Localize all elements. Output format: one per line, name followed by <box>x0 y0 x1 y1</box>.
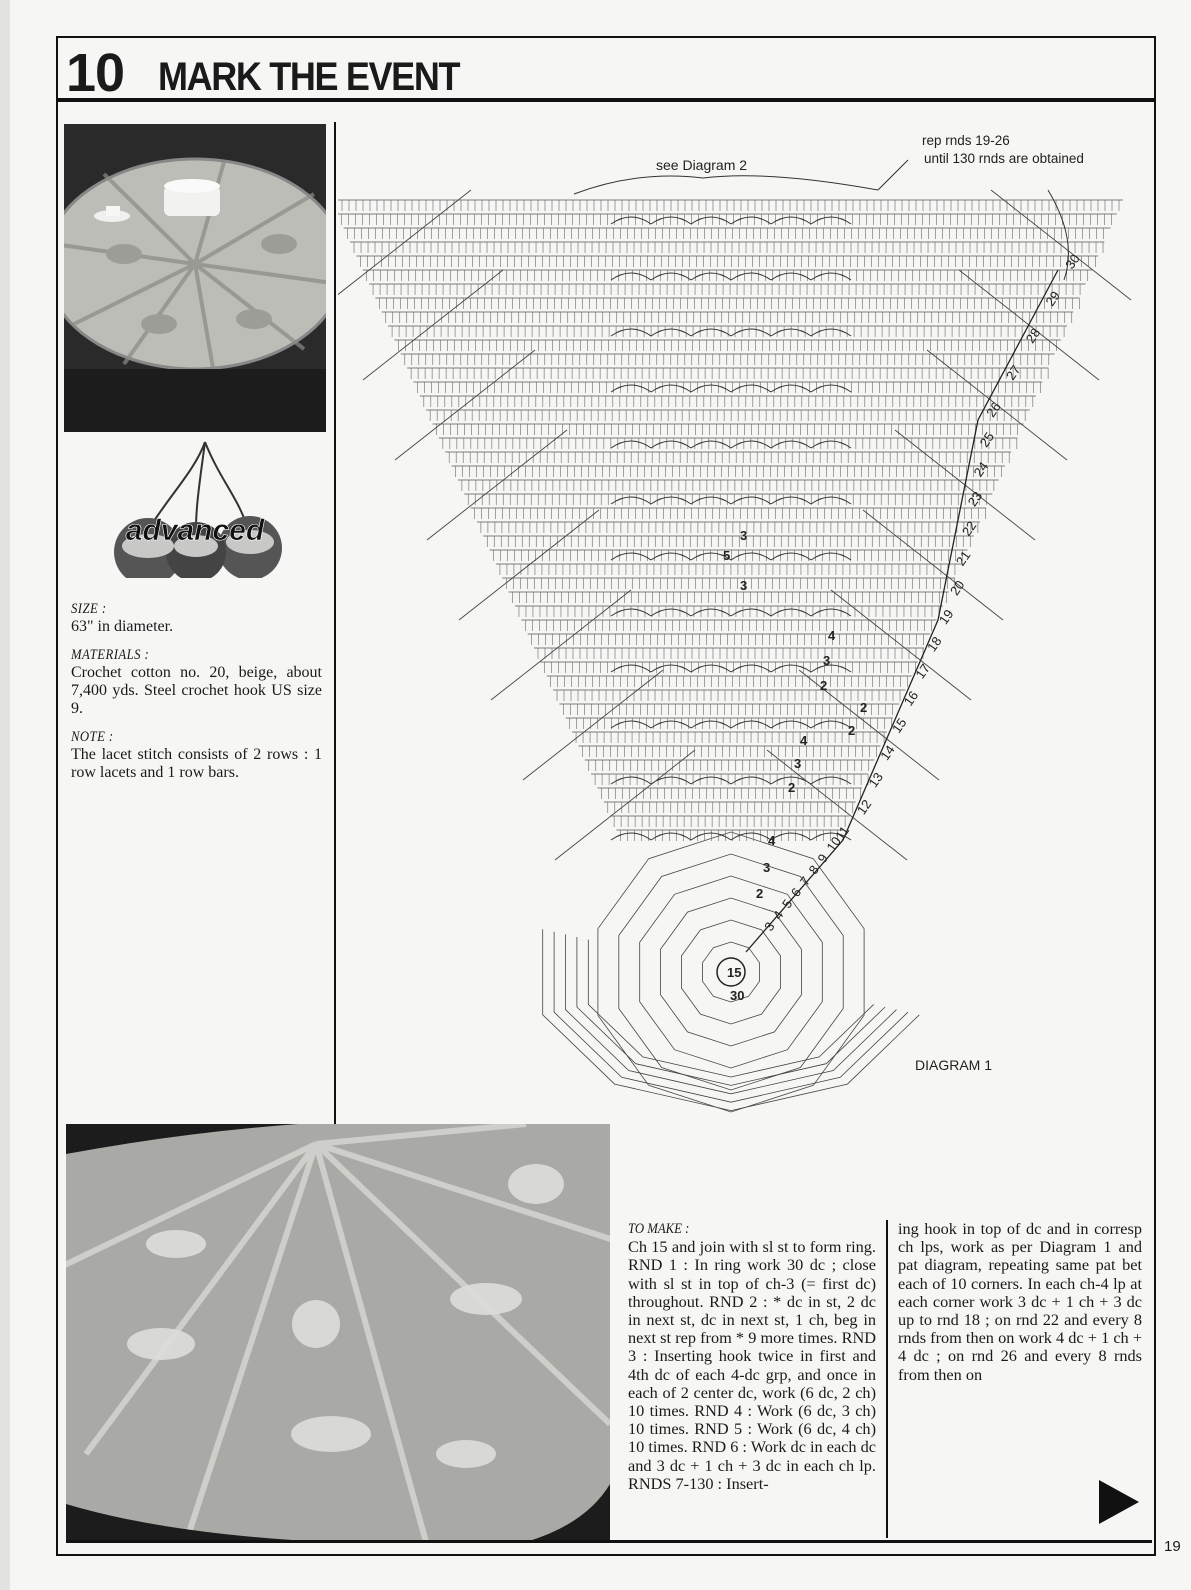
round-number: 17 <box>912 661 933 682</box>
round-number: 21 <box>952 547 974 569</box>
round-number: 12 <box>853 796 875 818</box>
inner-round-number: 4 <box>768 833 776 848</box>
note-text: The lacet stitch consists of 2 rows : 1 row lacets and 1 row bars. <box>71 746 322 781</box>
round-number: 3 <box>761 919 778 934</box>
center-label-30: 30 <box>730 988 745 1003</box>
diagram-caption: DIAGRAM 1 <box>915 1057 993 1073</box>
round-number: 13 <box>865 769 887 791</box>
round-number: 29 <box>1042 288 1063 309</box>
instructions-column-1 <box>628 1220 876 1493</box>
page-title: MARK THE EVENT <box>158 55 460 99</box>
note-label: NOTE : <box>71 729 114 745</box>
materials-label: MATERIALS : <box>71 647 150 663</box>
pattern-number: 10 <box>66 43 125 103</box>
page-edge <box>0 0 10 1590</box>
inner-round-number: 2 <box>860 700 868 715</box>
round-number: 8 <box>805 862 823 877</box>
round-number: 28 <box>1022 325 1044 346</box>
round-number: 16 <box>900 688 922 709</box>
tablecloth-closeup-photo <box>66 1124 610 1542</box>
cherries-icon <box>100 440 290 578</box>
round-number: 15 <box>888 715 910 736</box>
round-number: 18 <box>924 633 945 655</box>
center-label-15: 15 <box>727 965 742 980</box>
inner-round-number: 2 <box>788 780 796 795</box>
round-number: 14 <box>877 742 898 763</box>
inner-round-number: 4 <box>800 733 808 748</box>
round-number: 6 <box>787 885 805 900</box>
round-number: 22 <box>958 518 980 539</box>
round-number: 10 <box>823 833 844 855</box>
round-number: 19 <box>935 606 957 628</box>
round-number: 20 <box>946 577 968 599</box>
callout-bracket <box>574 176 878 194</box>
round-number: 25 <box>976 429 998 450</box>
materials-text: Crochet cotton no. 20, beige, about 7,400 yds. Steel crochet hook US size 9. <box>71 664 322 717</box>
instructions-text-1: Ch 15 and join with sl st to form ring. RND 1 : In ring work 30 dc ; close with sl st in top of ch-3 (= first dc) throughout. RND 2 : * dc in st, 2 dc in next st, dc in next st, 1 ch, beg in next st rep from * 9 more times. RND 3 : Inserting hook twice in first and 4th dc of each 4-dc grp, and once in each of 2 center dc, work (6 dc, 2 ch) 10 times. RND 4 : Work (6 dc, 3 ch) 10 times. RND 5 : Work (6 dc, 4 ch) 10 times. RND 6 : Work dc in each dc and 3 dc + 1 ch + 3 dc in each ch lp. RNDS 7-130 : Insert- <box>628 1237 876 1493</box>
column-divider <box>334 122 336 1124</box>
round-number: 23 <box>964 488 986 510</box>
inner-round-number: 3 <box>740 578 748 593</box>
round-number: 4 <box>770 907 787 923</box>
round-number: 7 <box>796 873 814 889</box>
inner-round-number: 2 <box>756 886 764 901</box>
callout-leader <box>878 160 908 190</box>
inner-round-number: 4 <box>828 628 836 643</box>
inner-round-number: 2 <box>820 678 828 693</box>
round-number: 5 <box>778 896 796 912</box>
round-number: 9 <box>814 851 831 866</box>
round-number: 27 <box>1002 362 1024 383</box>
difficulty-badge <box>100 440 290 578</box>
round-number: 30 <box>1062 251 1083 272</box>
crochet-diagram <box>338 120 1148 1120</box>
round-number: 24 <box>970 459 992 480</box>
page-number: 19 <box>1164 1538 1181 1555</box>
round-numbers <box>723 251 1083 933</box>
inner-round-number: 2 <box>848 723 856 738</box>
next-page-arrow-icon[interactable] <box>1099 1480 1139 1524</box>
inner-round-number: 3 <box>763 860 771 875</box>
instructions-divider <box>886 1220 888 1538</box>
inner-round-number: 3 <box>740 528 748 543</box>
size-label: SIZE : <box>71 601 107 617</box>
inner-round-number: 3 <box>794 756 802 771</box>
repeat-rounds-label: rep rnds 19-26 <box>922 133 1010 148</box>
until-rounds-label: until 130 rnds are obtained <box>924 151 1084 166</box>
to-make-label: TO MAKE : <box>628 1221 690 1237</box>
specs-block <box>71 600 322 782</box>
inner-round-number: 5 <box>723 548 731 563</box>
round-number: 11 <box>832 823 853 843</box>
round-number: 26 <box>983 399 1004 420</box>
inner-round-number: 3 <box>823 653 831 668</box>
instructions-column-2 <box>898 1220 1142 1384</box>
badge-text: advanced <box>125 514 265 547</box>
see-diagram-2-label: see Diagram 2 <box>656 157 748 173</box>
tablecloth-photo <box>64 124 326 432</box>
bottom-rule <box>66 1540 1152 1543</box>
size-text: 63" in diameter. <box>71 618 174 635</box>
instructions-text-2: ing hook in top of dc and in corresp ch lps, work as per Diagram 1 and pat diagram, repeating same pat bet each of 10 corners. In each ch-4 lp at each corner work 3 dc + 1 ch + 3 dc up to rnd 18 ; on rnd 22 and every 8 rnds from then on work 4 dc + 1 ch + 4 dc ; on rnd 26 and every 8 rnds from then on <box>898 1219 1142 1384</box>
